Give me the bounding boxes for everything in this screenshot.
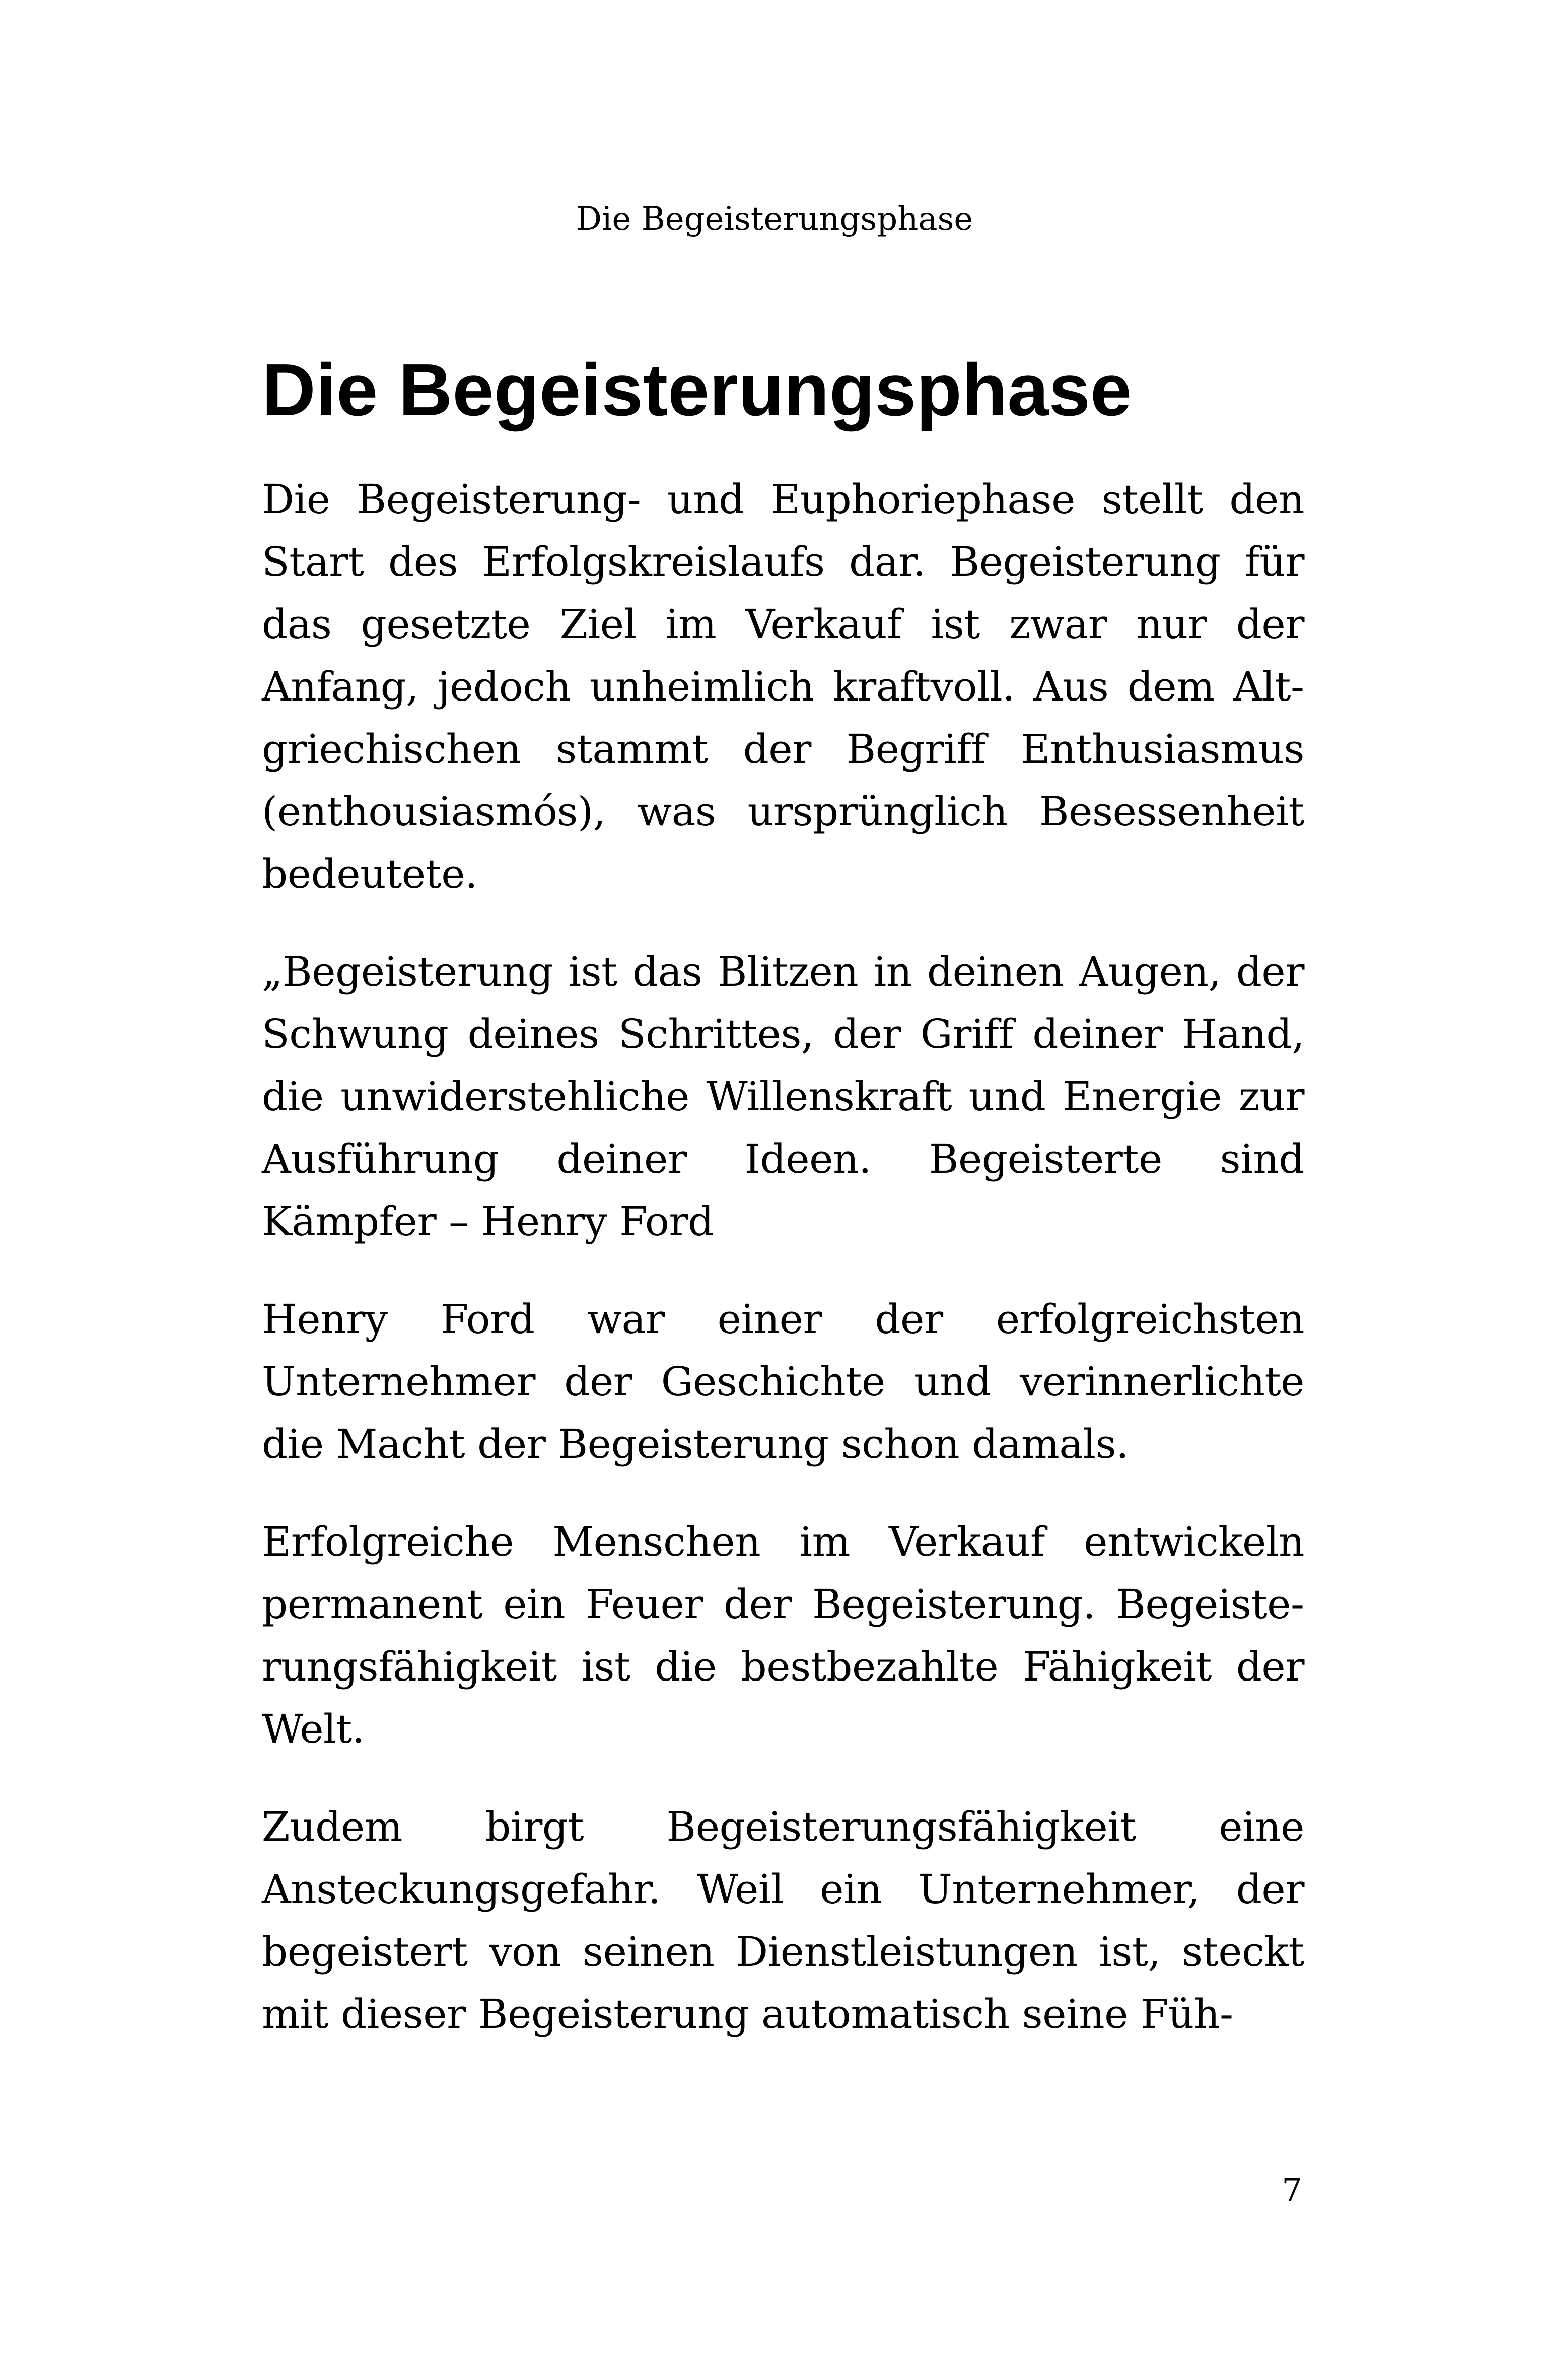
paragraph-quote: „Begeisterung ist das Blitzen in deinen Augen, der Schwung deines Schrittes, der Griff deiner Hand, die unwiderstehliche Willenskraft und Energie zur Ausführung deiner Ideen. Begeisterte sind Kämpfer – Henry Ford — [262, 948, 1304, 1245]
paragraph-intro: Die Begeisterung- und Euphoriephase stellt den Start des Erfolgskreislaufs dar. Begeisterung für das gesetzte Ziel im Verkauf ist zwar nur der Anfang, jedoch unheimlich kraftvoll. Aus dem Altgriechischen stammt der Begriff Enthusiasmus (enthousiasmós), was ursprünglich Besessenheit bedeutete. — [262, 476, 1304, 897]
chapter-title: Die Begeisterungsphase — [262, 348, 1132, 432]
paragraph-successful-people: Erfolgreiche Menschen im Verkauf entwickeln permanent ein Feuer der Begeisterung. Begeisterungsfähigkeit ist die bestbezahlte Fähigkeit der Welt. — [262, 1518, 1304, 1753]
page-body — [262, 347, 1304, 2046]
running-header: Die Begeisterungsphase — [576, 200, 973, 238]
page-number: 7 — [1282, 2172, 1302, 2209]
paragraph-henry-ford: Henry Ford war einer der erfolgreichsten Unternehmer der Geschichte und verinnerlichte die Macht der Begeisterung schon damals. — [262, 1296, 1304, 1467]
paragraph-contagion: Zudem birgt Begeisterungsfähigkeit eine Ansteckungsgefahr. Weil ein Unternehmer, der begeistert von seinen Dienstleistungen ist, steckt mit dieser Begeisterung automatisch seine Füh- — [262, 1803, 1304, 2038]
